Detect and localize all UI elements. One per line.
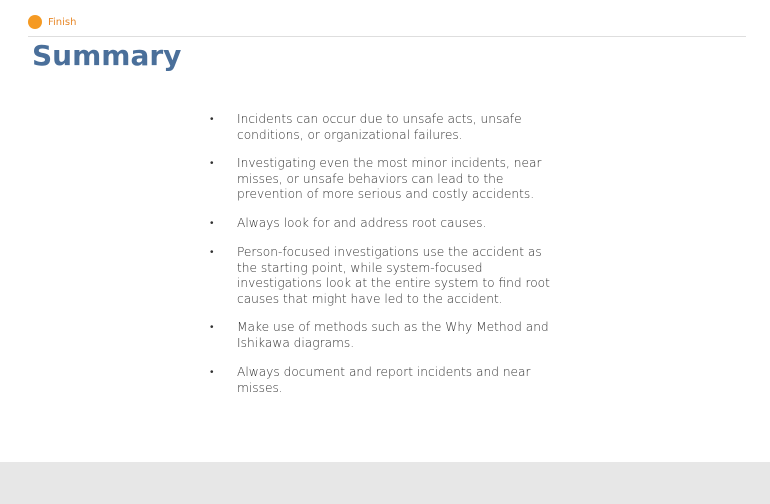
bullet-icon: •: [210, 218, 214, 229]
summary-item-text: Always look for and address root causes.: [237, 216, 487, 230]
summary-item-text: Investigating even the most minor incidents, near misses, or unsafe behaviors can lead to the prevention of more serious and costly accidents.: [237, 156, 542, 201]
summary-item: [210, 365, 550, 396]
breadcrumb: [28, 15, 76, 29]
footer-bar: [0, 462, 770, 504]
bullet-icon: •: [210, 322, 214, 333]
bullet-icon: •: [210, 158, 214, 169]
header-divider: [28, 36, 746, 37]
progress-dot-icon: [28, 15, 42, 29]
summary-item-text: Make use of methods such as the Why Method and Ishikawa diagrams.: [237, 320, 549, 350]
summary-item-text: Person-focused investigations use the accident as the starting point, while system-focused investigations look at the entire system to find root causes that might have led to the accident.: [237, 245, 550, 306]
summary-item: [210, 216, 550, 232]
summary-item: [210, 112, 550, 143]
summary-item: [210, 156, 550, 203]
bullet-icon: •: [210, 367, 214, 378]
summary-item-text: Incidents can occur due to unsafe acts, unsafe conditions, or organizational failures.: [237, 112, 522, 142]
summary-item-text: Always document and report incidents and near misses.: [237, 365, 531, 395]
summary-item: [210, 245, 550, 307]
bullet-icon: •: [210, 247, 214, 258]
page-title: Summary: [32, 39, 182, 72]
breadcrumb-label: Finish: [48, 16, 77, 28]
summary-item: [210, 320, 550, 351]
bullet-icon: •: [210, 114, 214, 125]
